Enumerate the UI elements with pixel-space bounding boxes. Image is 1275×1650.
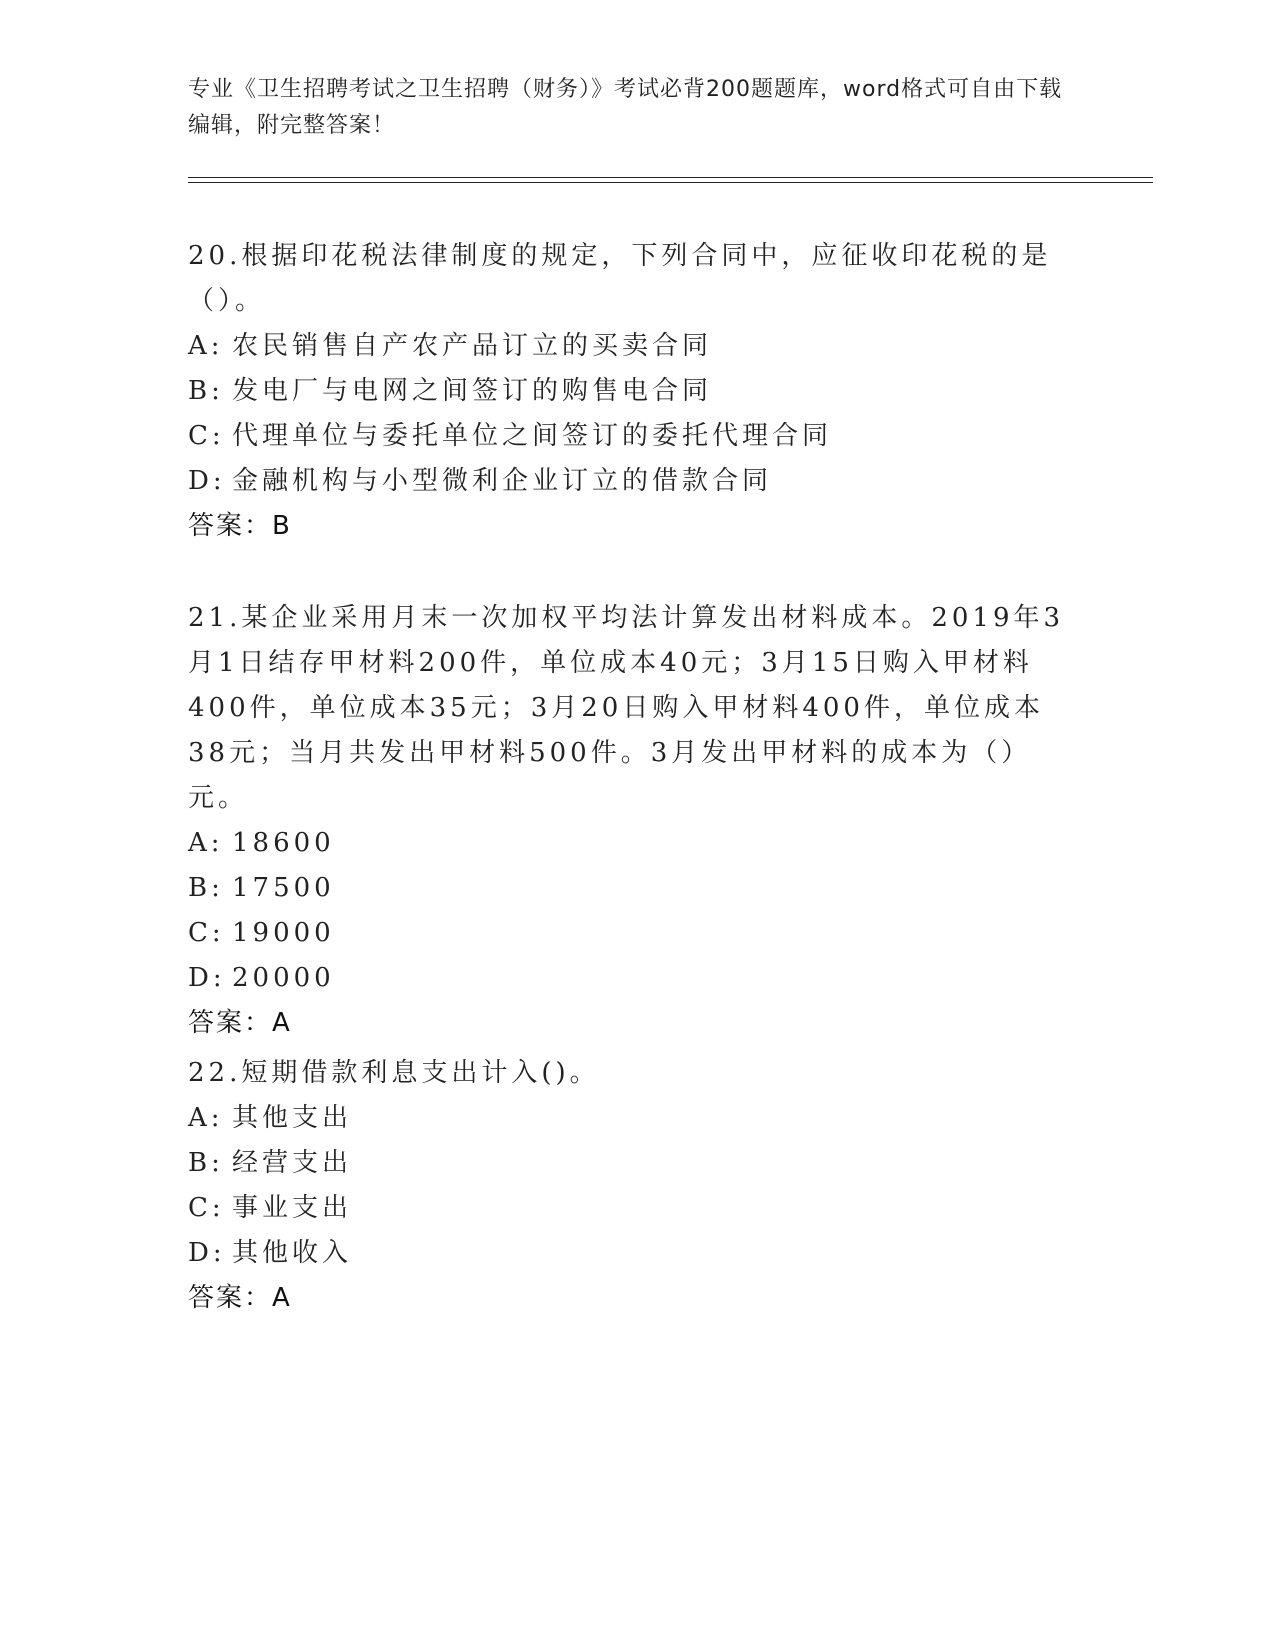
question-stem: 21.某企业采用月末一次加权平均法计算发出材料成本。2019年3月1日结存甲材料200件，单位成本40元；3月15日购入甲材料400件，单位成本35元；3月20日购入甲材料400件，单位成本38元；当月共发出甲材料500件。3月发出甲材料的成本为（）元。 — [188, 603, 1065, 813]
answer: 答案：A — [188, 1008, 292, 1038]
option-letter: B: — [188, 376, 224, 406]
option-text: 20000 — [232, 963, 335, 993]
question-stem: 22.短期借款利息支出计入()。 — [188, 1058, 600, 1088]
option-letter: C: — [188, 421, 225, 451]
option-c — [188, 911, 1078, 956]
option-letter: D: — [188, 1238, 226, 1268]
option-letter: A: — [188, 1103, 224, 1133]
option-letter: A: — [188, 828, 224, 858]
option-text: 其他支出 — [232, 1103, 353, 1133]
option-a — [188, 324, 1078, 369]
option-letter: D: — [188, 466, 226, 496]
header-divider-top — [188, 177, 1153, 178]
option-text: 金融机构与小型微利企业订立的借款合同 — [232, 466, 773, 496]
option-text: 发电厂与电网之间签订的购售电合同 — [232, 376, 713, 406]
option-letter: C: — [188, 918, 225, 948]
option-b — [188, 866, 1078, 911]
question-21 — [188, 596, 1078, 1046]
option-c — [188, 1186, 1078, 1231]
option-a — [188, 821, 1078, 866]
option-d — [188, 956, 1078, 1001]
option-letter: B: — [188, 1148, 224, 1178]
answer: 答案：B — [188, 511, 292, 541]
option-text: 代理单位与委托单位之间签订的委托代理合同 — [232, 421, 833, 451]
question-22 — [188, 1051, 1078, 1321]
option-text: 17500 — [232, 873, 335, 903]
option-text: 事业支出 — [232, 1193, 353, 1223]
option-text: 其他收入 — [232, 1238, 353, 1268]
option-text: 农民销售自产农产品订立的买卖合同 — [232, 331, 713, 361]
option-b — [188, 369, 1078, 414]
option-letter: C: — [188, 1193, 225, 1223]
header-divider-bottom — [188, 182, 1153, 183]
option-text: 经营支出 — [232, 1148, 353, 1178]
option-d — [188, 1231, 1078, 1276]
question-20 — [188, 234, 1078, 549]
option-letter: D: — [188, 963, 226, 993]
document-header: 专业《卫生招聘考试之卫生招聘（财务）》考试必背200题题库，word格式可自由下载编辑，附完整答案！ — [188, 77, 1063, 138]
option-text: 18600 — [232, 828, 335, 858]
option-letter: B: — [188, 873, 224, 903]
option-c — [188, 414, 1078, 459]
option-b — [188, 1141, 1078, 1186]
answer: 答案：A — [188, 1283, 292, 1313]
option-a — [188, 1096, 1078, 1141]
option-d — [188, 459, 1078, 504]
option-text: 19000 — [232, 918, 335, 948]
question-stem: 20.根据印花税法律制度的规定，下列合同中，应征收印花税的是（）。 — [188, 241, 1052, 316]
option-letter: A: — [188, 331, 224, 361]
